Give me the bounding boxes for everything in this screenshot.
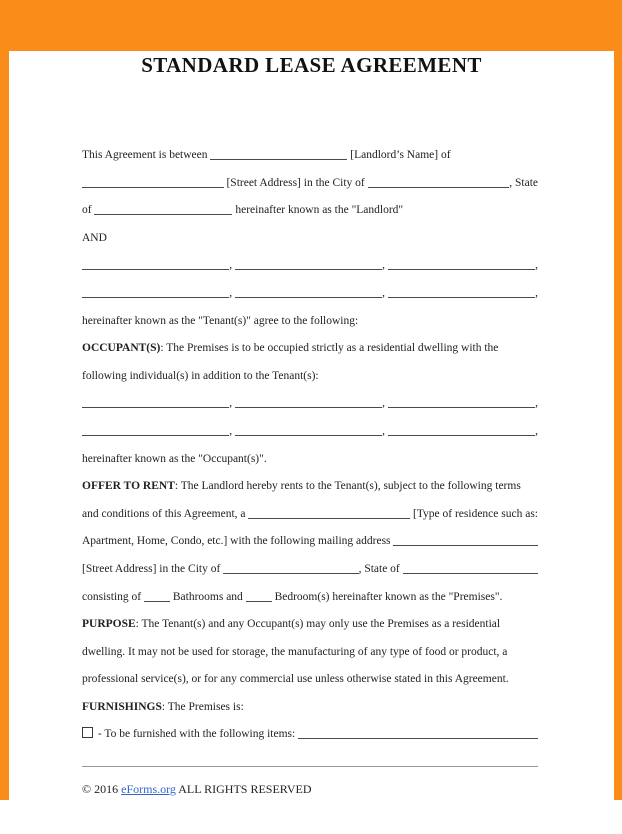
text-run: , [535, 259, 538, 272]
occupants-clause-1 [82, 335, 538, 363]
blank-field [298, 737, 538, 739]
blank-field [144, 600, 170, 602]
blank-field [94, 213, 232, 215]
rights-text: ALL RIGHTS RESERVED [175, 782, 312, 797]
text-run: : The Tenant(s) and any Occupant(s) may only use the Premises as a residential [135, 618, 501, 631]
blank-field [393, 544, 538, 546]
blank-field [248, 517, 410, 519]
text-run: , [535, 397, 538, 410]
footer-copyright [82, 781, 538, 797]
blank-field [82, 434, 229, 436]
text-run: professional service(s), or for any commercial use unless otherwise stated in this Agreement. [82, 673, 509, 686]
text-run: , [229, 259, 235, 272]
text-run: Bathrooms and [169, 590, 246, 603]
text-run: [Landlord’s Name] of [347, 149, 451, 161]
text-run: , [382, 259, 388, 272]
blank-field [210, 158, 347, 160]
blank-field [368, 186, 510, 188]
blank-field [388, 268, 535, 270]
text-run: , [229, 397, 235, 410]
text-run: and conditions of this Agreement, a [82, 507, 249, 520]
document-page [9, 51, 614, 834]
blank-field [82, 406, 229, 408]
section-label: OFFER TO RENT [82, 480, 175, 493]
blank-field [82, 268, 229, 270]
text-run: AND [82, 231, 107, 244]
text-run: dwelling. It may not be used for storage, the manufacturing of any type of food or product, a [82, 645, 508, 658]
purpose-3 [82, 666, 538, 694]
offer-to-rent-4 [82, 556, 538, 584]
blank-field [246, 600, 272, 602]
tenant-clause [82, 308, 538, 336]
occupant-clause-end [82, 446, 538, 474]
text-run: , [535, 286, 538, 299]
text-run: hereinafter known as the "Tenant(s)" agree to the following: [82, 314, 359, 327]
furnishings-checkbox-line [82, 721, 538, 749]
and-separator [82, 225, 538, 253]
furnishings-heading [82, 694, 538, 722]
text-run: , [229, 286, 235, 299]
text-run: , State [509, 176, 538, 189]
occupant-blank-row-1 [82, 390, 538, 418]
text-run: [Street Address] in the City of [223, 176, 368, 189]
blank-field [388, 296, 535, 298]
occupant-blank-row-2 [82, 418, 538, 446]
tenant-blank-row-2 [82, 280, 538, 308]
eforms-link[interactable]: eForms.org [121, 782, 176, 797]
blank-field [235, 296, 382, 298]
text-run: , [229, 424, 235, 437]
text-run: Apartment, Home, Condo, etc.] with the following mailing address [82, 535, 394, 548]
document-title: STANDARD LEASE AGREEMENT [141, 53, 482, 77]
intro-landlord-1 [82, 142, 538, 170]
text-run: , State of [358, 562, 403, 575]
intro-landlord-3 [82, 197, 538, 225]
blank-field [388, 406, 535, 408]
text-run: , [535, 424, 538, 437]
purpose-2 [82, 639, 538, 667]
copyright-text: © 2016 [82, 782, 122, 797]
offer-to-rent-5 [82, 584, 538, 612]
document-content [82, 122, 538, 797]
blank-field [82, 186, 224, 188]
text-run: : The Landlord hereby rents to the Tenant(s), subject to the following terms [174, 480, 521, 493]
blank-field [235, 268, 382, 270]
blank-field [235, 406, 382, 408]
intro-landlord-2 [82, 170, 538, 198]
section-label: FURNISHINGS [82, 700, 162, 713]
checkbox-icon[interactable] [82, 727, 93, 738]
blank-field [235, 434, 382, 436]
text-run: Bedroom(s) hereinafter known as the "Premises". [271, 590, 503, 603]
text-run: , [382, 397, 388, 410]
text-run: : The Premises is to be occupied strictly as a residential dwelling with the [160, 342, 499, 355]
occupants-clause-2 [82, 363, 538, 391]
items-continuation-line [82, 766, 538, 767]
section-label: OCCUPANT(S) [82, 342, 161, 355]
text-run: of [82, 204, 95, 217]
blank-field [223, 572, 358, 574]
section-label: PURPOSE [82, 618, 136, 631]
purpose-1 [82, 611, 538, 639]
offer-to-rent-1 [82, 473, 538, 501]
text-run: - To be furnished with the following items: [95, 728, 299, 741]
blank-field [388, 434, 535, 436]
text-run: This Agreement is between [82, 149, 211, 161]
text-run: hereinafter known as the "Landlord" [232, 204, 404, 217]
tenant-blank-row-1 [82, 252, 538, 280]
text-run: , [382, 286, 388, 299]
offer-to-rent-2 [82, 501, 538, 529]
blank-field [403, 572, 538, 574]
text-run: : The Premises is: [161, 700, 244, 713]
text-run: , [382, 424, 388, 437]
text-run: [Type of residence such as: [410, 507, 538, 520]
blank-field [82, 296, 229, 298]
text-run: hereinafter known as the "Occupant(s)". [82, 452, 267, 465]
document-body [82, 142, 538, 749]
text-run: following individual(s) in addition to the Tenant(s): [82, 369, 319, 382]
offer-to-rent-3 [82, 528, 538, 556]
text-run: consisting of [82, 590, 144, 603]
text-run: [Street Address] in the City of [82, 562, 224, 575]
